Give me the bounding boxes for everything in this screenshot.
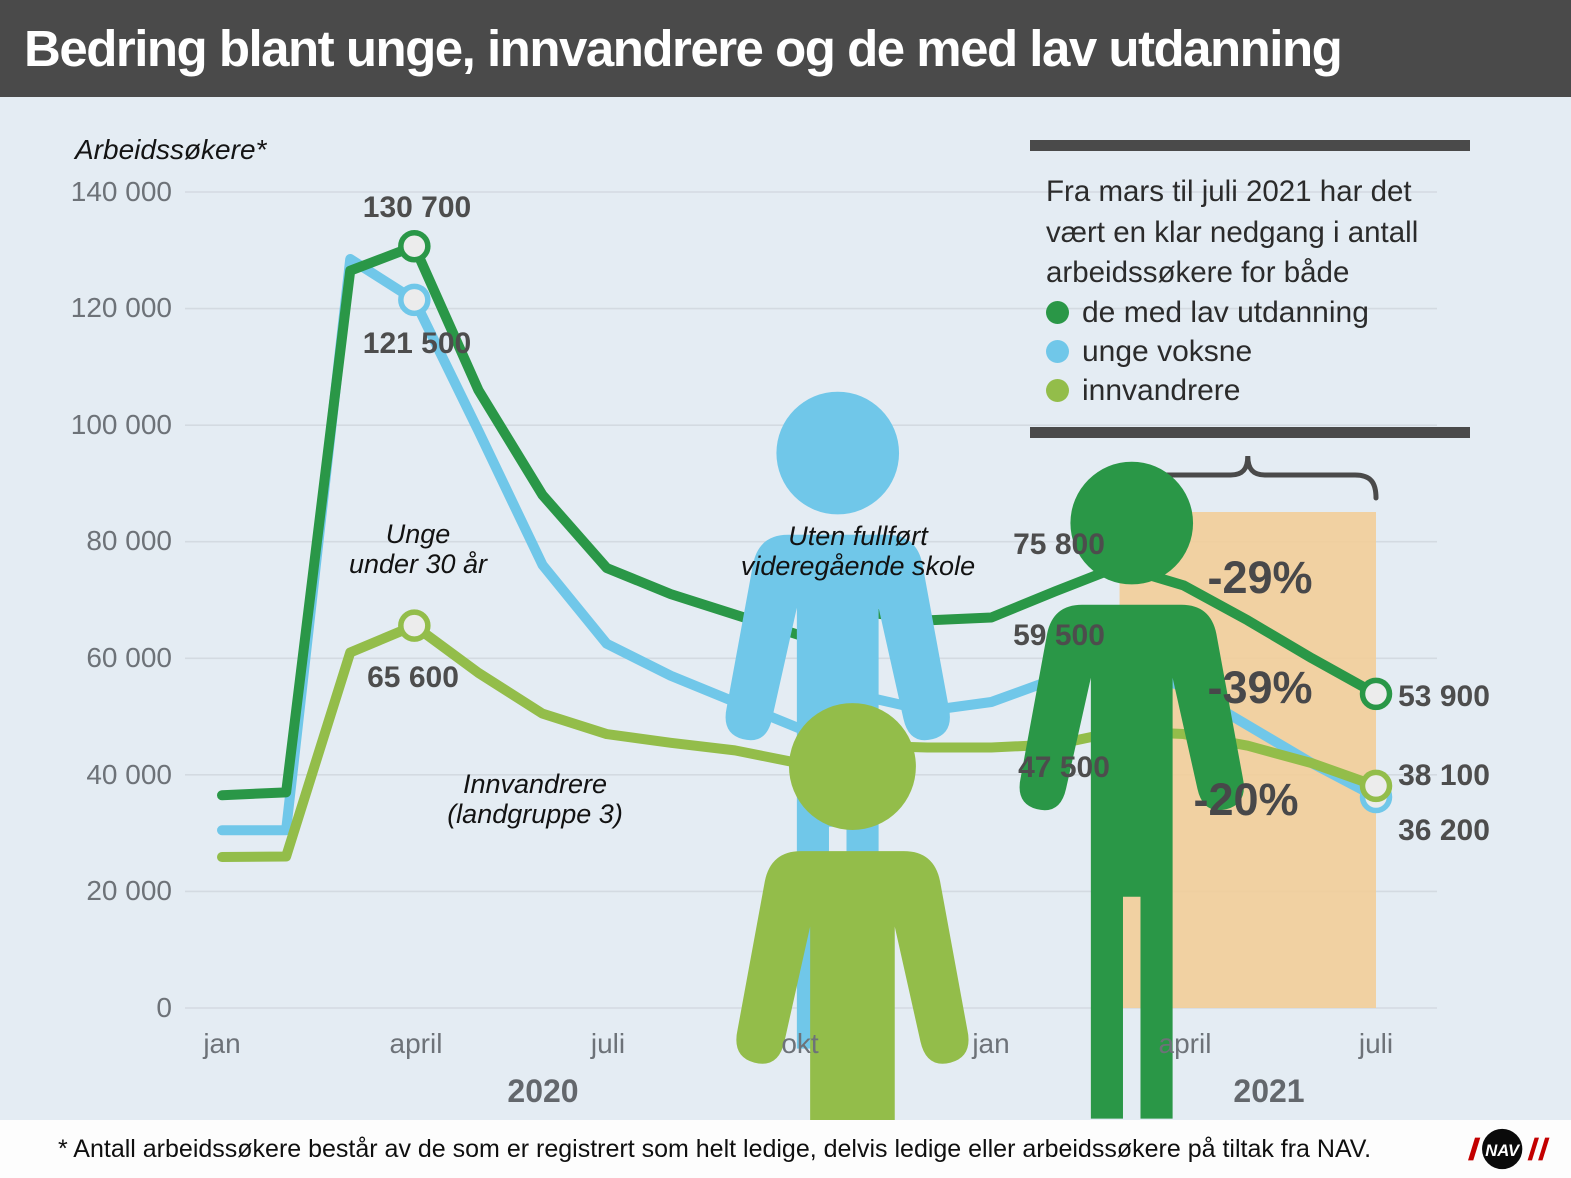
nav-logo [1461, 1125, 1553, 1173]
y-tick-80000: 80 000 [86, 525, 172, 556]
legend-dot-blue [1046, 340, 1069, 363]
caption-low-education: Uten fullført videregående skole [740, 521, 976, 581]
x-tick-april-2021: april [1158, 1028, 1212, 1059]
pct-change-low-education: -29% [1207, 552, 1313, 603]
y-axis-title: Arbeidssøkere* [75, 134, 267, 165]
marker-38100 [1363, 772, 1390, 799]
footnote: * Antall arbeidssøkere består av de som er registrert som helt ledige, delvis ledige eller arbeidssøkere på tiltak fra NAV. [58, 1134, 1372, 1163]
page-title: Bedring blant unge, innvandrere og de med lav utdanning [24, 20, 1342, 77]
value-label-59500: 59 500 [1013, 619, 1105, 652]
pct-change-young: -39% [1207, 662, 1313, 713]
value-label-47500: 47 500 [1018, 751, 1110, 784]
x-tick-juli-2020: juli [590, 1028, 626, 1059]
legend-dot-olive [1046, 379, 1069, 402]
infobox-top-rule [1030, 140, 1470, 151]
infobox-bottom-rule [1030, 427, 1470, 438]
x-tick-okt-2020: okt [781, 1028, 819, 1059]
y-tick-140000: 140 000 [70, 176, 172, 207]
pct-change-immigrants: -20% [1193, 774, 1299, 825]
caption-young: Unge under 30 år [348, 519, 488, 579]
x-tick-jan-2020: jan [203, 1028, 241, 1059]
y-tick-100000: 100 000 [70, 409, 172, 440]
marker-121500 [401, 286, 428, 313]
value-label-53900: 53 900 [1398, 680, 1490, 713]
infobox-text: Fra mars til juli 2021 har det vært en klar nedgang i antall arbeidssøkere for både [1046, 175, 1419, 289]
value-label-75800: 75 800 [1013, 528, 1105, 561]
x-tick-juli-2021: juli [1358, 1028, 1394, 1059]
y-tick-40000: 40 000 [86, 759, 172, 790]
legend-item-low-education: de med lav utdanning [1046, 293, 1369, 332]
legend-item-immigrants: innvandrere [1046, 371, 1369, 410]
marker-130700 [401, 233, 428, 260]
marker-65600 [401, 612, 428, 639]
legend-item-young: unge voksne [1046, 332, 1369, 371]
value-label-121500: 121 500 [362, 327, 472, 360]
value-label-38100: 38 100 [1398, 759, 1490, 792]
year-label-2020: 2020 [507, 1073, 579, 1109]
value-label-65600: 65 600 [367, 661, 459, 694]
y-tick-120000: 120 000 [70, 292, 172, 323]
x-tick-april-2020: april [389, 1028, 443, 1059]
legend [1046, 293, 1369, 410]
y-tick-0: 0 [156, 992, 172, 1023]
marker-53900 [1363, 680, 1390, 707]
x-tick-jan-2021: jan [972, 1028, 1010, 1059]
y-tick-20000: 20 000 [86, 875, 172, 906]
year-label-2021: 2021 [1233, 1073, 1305, 1109]
value-label-130700: 130 700 [362, 191, 472, 224]
footer-bar [0, 1120, 1571, 1178]
y-tick-60000: 60 000 [86, 642, 172, 673]
caption-immigrants: Innvandrere (landgruppe 3) [447, 769, 623, 829]
nav-logo-text: NAV [1485, 1141, 1520, 1161]
value-label-36200: 36 200 [1398, 814, 1490, 847]
legend-dot-green [1046, 301, 1069, 324]
